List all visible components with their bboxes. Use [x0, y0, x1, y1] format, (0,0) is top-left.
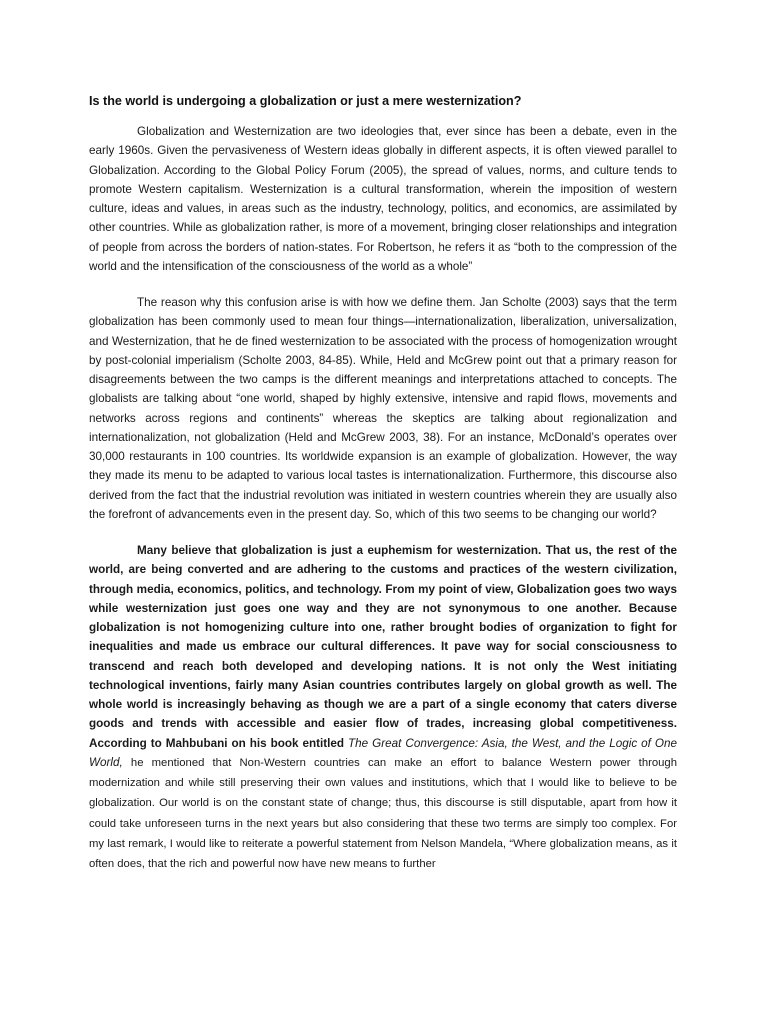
paragraph-3-text-part-1: Many believe that globalization is just a euphemism for westernization. That us, the rest of the world, are being converted and are adhering to the customs and practices of the western civilization, through media, economics, politics, and technology. From my point of view, Globalization goes two ways while westernization just goes one way and they are not synonymous to one another. Because globalization is not homogenizing culture into one, rather brought bodies of organization to fight for inequalities and made us embrace our cultural differences. It pave way for social consciousness to transcend and reach both developed and developing nations. It is not only the West initiating technological inventions, fairly many Asian countries contributes largely on global growth as well. The whole world is increasingly behaving as though we are a part of a single economy that caters diverse goods and trends with accessible and easier flow of trades, increasing global competitiveness. According to Mahbubani on his book entitled — [89, 544, 677, 750]
paragraph-1: Globalization and Westernization are two ideologies that, ever since has been a debate, even in the early 1960s. Given the pervasiveness of Western ideas globally in different aspects, it is often viewed parallel to Globalization. According to the Global Policy Forum (2005), the spread of values, norms, and culture tends to promote Western capitalism. Westernization is a cultural transformation, wherein the imposition of western culture, ideas and values, in areas such as the industry, technology, politics, and economics, are assimilated by other countries. While as globalization rather, is more of a movement, bringing closer relationships and integration of people from across the borders of nation-states. For Robertson, he refers it as “both to the compression of the world and the intensification of the consciousness of the world as a whole” — [89, 125, 677, 273]
document-page — [89, 92, 677, 874]
book-title: The Great Convergence: Asia, the West, and the Logic of One World, — [89, 736, 678, 769]
paragraph-3-text-part-2: he mentioned that Non-Western countries can make an effort to balance Western power through modernization and while still preserving their own values and institutions, which that I would like to believe to be globalization. Our world is on the constant state of change; thus, this discourse is still disputable, apart from how it could take unforeseen turns in the next years but also considering that these two terms are simply too complex. For my last remark, I would like to reiterate a powerful statement from Nelson Mandela, “Where globalization means, as it often does, that the rich and powerful now have new means to further — [89, 756, 677, 870]
paragraph-3 — [89, 541, 677, 874]
paragraph-2: The reason why this confusion arise is with how we define them. Jan Scholte (2003) says that the term globalization has been commonly used to mean four things—internationalization, liberalization, universalization, and Westernization, that he de fined westernization to be associated with the process of homogenization wrought by post-colonial imperialism (Scholte 2003, 84-85). While, Held and McGrew point out that a primary reason for disagreements between the two camps is the different meanings and interpretations attached to concepts. The globalists are talking about “one world, shaped by highly extensive, intensive and rapid flows, movements and networks across regions and continents” whereas the skeptics are talking about regionalization and internationalization, not globalization (Held and McGrew 2003, 38). For an instance, McDonald’s operates over 30,000 restaurants in 100 countries. Its worldwide expansion is an example of globalization. However, the way they made its menu to be adapted to various local tastes is internationalization. Furthermore, this discourse also derived from the fact that the industrial revolution was initiated in western countries wherein they are usually also the forefront of advancements even in the present day. So, which of this two seems to be changing our world? — [89, 296, 677, 521]
document-title: Is the world is undergoing a globalization or just a mere westernization? — [89, 94, 522, 108]
